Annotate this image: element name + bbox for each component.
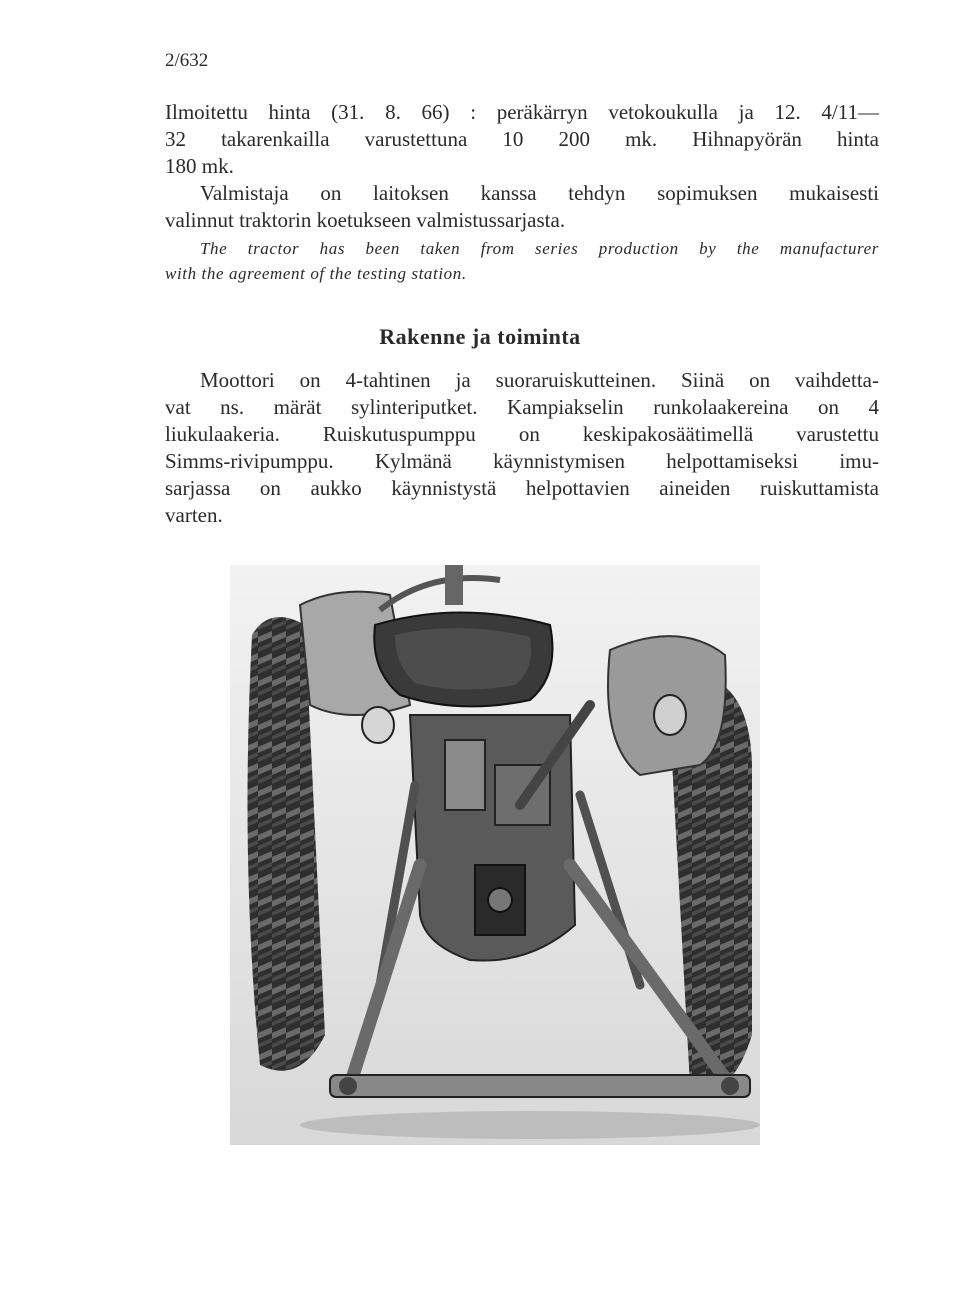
construction-line-1: Moottori on 4-tahtinen ja suoraruiskutteinen. Siinä on vaihdetta-	[200, 368, 879, 392]
construction-line-5: sarjassa on aukko käynnistystä helpottavien aineiden ruiskuttamista	[165, 476, 879, 500]
manufacturer-line-1: Valmistaja on laitoksen kanssa tehdyn sopimuksen mukaisesti	[200, 181, 879, 205]
price-paragraph	[165, 99, 879, 180]
price-line-2: 32 takarenkailla varustettuna 10 200 mk. Hihnapyörän hinta	[165, 127, 879, 151]
english-note-line-2: with the agreement of the testing station.	[165, 264, 467, 283]
page-number: 2/632	[165, 50, 209, 71]
construction-line-2: vat ns. märät sylinteriputket. Kampiakselin runkolaakereina on 4	[165, 395, 879, 419]
english-note	[165, 236, 879, 286]
english-note-line-1: The tractor has been taken from series production by the manufacturer	[200, 239, 879, 258]
construction-line-6: varten.	[165, 503, 223, 527]
manufacturer-line-2: valinnut traktorin koetukseen valmistussarjasta.	[165, 208, 566, 232]
construction-line-4: Simms-rivipumppu. Kylmänä käynnistymisen helpottamiseksi imu-	[165, 449, 879, 473]
price-line-1: Ilmoitettu hinta (31. 8. 66) : peräkärryn vetokoukulla ja 12. 4/11—	[165, 100, 879, 124]
construction-line-3: liukulaakeria. Ruiskutuspumppu on keskipakosäätimellä varustettu	[165, 422, 879, 446]
manufacturer-paragraph	[165, 180, 879, 234]
tractor-rear-photo	[230, 565, 760, 1145]
construction-paragraph	[165, 367, 879, 529]
price-line-3: 180 mk.	[165, 154, 234, 178]
tractor-illustration	[230, 565, 760, 1145]
section-heading: Rakenne ja toiminta	[379, 324, 581, 349]
